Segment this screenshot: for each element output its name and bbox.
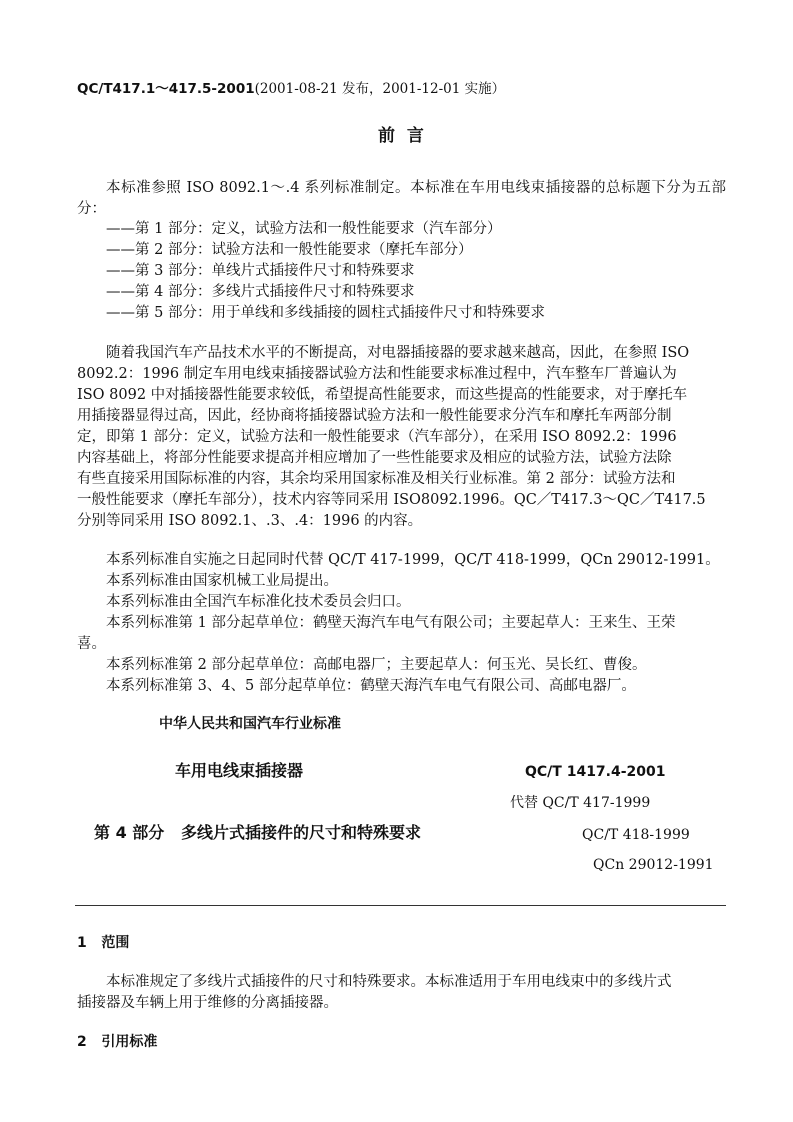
paragraph-line: 有些直接采用国际标准的内容，其余均采用国家标准及相关行业标准。第 2 部分：试验方法和	[77, 471, 676, 487]
paragraph-line: 分别等同采用 ISO 8092.1、.3、.4：1996 的内容。	[77, 513, 423, 529]
drafter-part1-note-cont: 喜。	[77, 636, 106, 652]
paragraph-line: 内容基础上，将部分性能要求提高并相应增加了一些性能要求及相应的试验方法，试验方法除	[77, 450, 672, 466]
preface-title: 前 言	[378, 126, 424, 146]
standard-subtitle: 第 4 部分 多线片式插接件的尺寸和特殊要求	[94, 823, 421, 842]
part-list-item: ——第 5 部分：用于单线和多线插接的圆柱式插接件尺寸和特殊要求	[106, 305, 545, 321]
replaces-label: 代替 QC/T 417-1999	[510, 795, 651, 811]
drafter-part345-note: 本系列标准第 3、4、5 部分起草单位：鹤壁天海汽车电气有限公司、高邮电器厂。	[106, 678, 636, 694]
replaces-item: QCn 29012-1991	[593, 857, 714, 873]
issuing-org: 中华人民共和国汽车行业标准	[159, 716, 341, 732]
proposer-note: 本系列标准由国家机械工业局提出。	[106, 573, 338, 589]
standard-code: QC/T417.1～417.5-2001	[77, 81, 255, 97]
section-1-text: 本标准规定了多线片式插接件的尺寸和特殊要求。本标准适用于车用电线束中的多线片式	[106, 974, 672, 990]
replacement-note: 本系列标准自实施之日起同时代替 QC/T 417-1999，QC/T 418-1999，QCn 29012-1991。	[106, 552, 720, 568]
standard-number: QC/T 1417.4-2001	[525, 764, 666, 780]
part-list-item: ——第 3 部分：单线片式插接件尺寸和特殊要求	[106, 263, 415, 279]
preface-intro: 本标准参照 ISO 8092.1～.4 系列标准制定。本标准在车用电线束插接器的总标题下分为五部分：	[77, 180, 726, 217]
divider-rule	[75, 905, 726, 906]
paragraph-line: 定，即第 1 部分：定义，试验方法和一般性能要求（汽车部分），在采用 ISO 8092.2：1996	[77, 429, 677, 445]
paragraph-line: 一般性能要求（摩托车部分），技术内容等同采用 ISO8092.1996。QC／T417.3～QC／T417.5	[77, 492, 706, 508]
issue-dates: (2001-08-21 发布，2001-12-01 实施）	[254, 81, 506, 97]
committee-note: 本系列标准由全国汽车标准化技术委员会归口。	[106, 594, 411, 610]
paragraph-line: 8092.2：1996 制定车用电线束插接器试验方法和性能要求标准过程中，汽车整车厂普遍认为	[77, 366, 677, 382]
section-1-heading: 1 范围	[77, 935, 130, 951]
part-list-item: ——第 4 部分：多线片式插接件尺寸和特殊要求	[106, 284, 415, 300]
replaces-item: QC/T 418-1999	[582, 827, 690, 843]
standard-title: 车用电线束插接器	[175, 761, 304, 780]
part-list-item: ——第 1 部分：定义，试验方法和一般性能要求（汽车部分）	[106, 221, 502, 237]
paragraph-line: ISO 8092 中对插接器性能要求较低，希望提高性能要求，而这些提高的性能要求，对于摩托车	[77, 387, 688, 403]
drafter-part1-note: 本系列标准第 1 部分起草单位：鹤壁天海汽车电气有限公司；主要起草人：王来生、王荣	[106, 615, 676, 631]
paragraph-line: 用插接器显得过高，因此，经协商将插接器试验方法和一般性能要求分汽车和摩托车两部分制	[77, 408, 672, 424]
document-header	[77, 79, 505, 99]
section-2-heading: 2 引用标准	[77, 1034, 158, 1050]
part-list-item: ——第 2 部分：试验方法和一般性能要求（摩托车部分）	[106, 242, 473, 258]
section-1-text-cont: 插接器及车辆上用于维修的分离插接器。	[77, 995, 338, 1011]
paragraph-line: 随着我国汽车产品技术水平的不断提高，对电器插接器的要求越来越高，因此，在参照 ISO	[106, 345, 690, 361]
drafter-part2-note: 本系列标准第 2 部分起草单位：高邮电器厂；主要起草人：何玉光、吴长红、曹俊。	[106, 657, 647, 673]
